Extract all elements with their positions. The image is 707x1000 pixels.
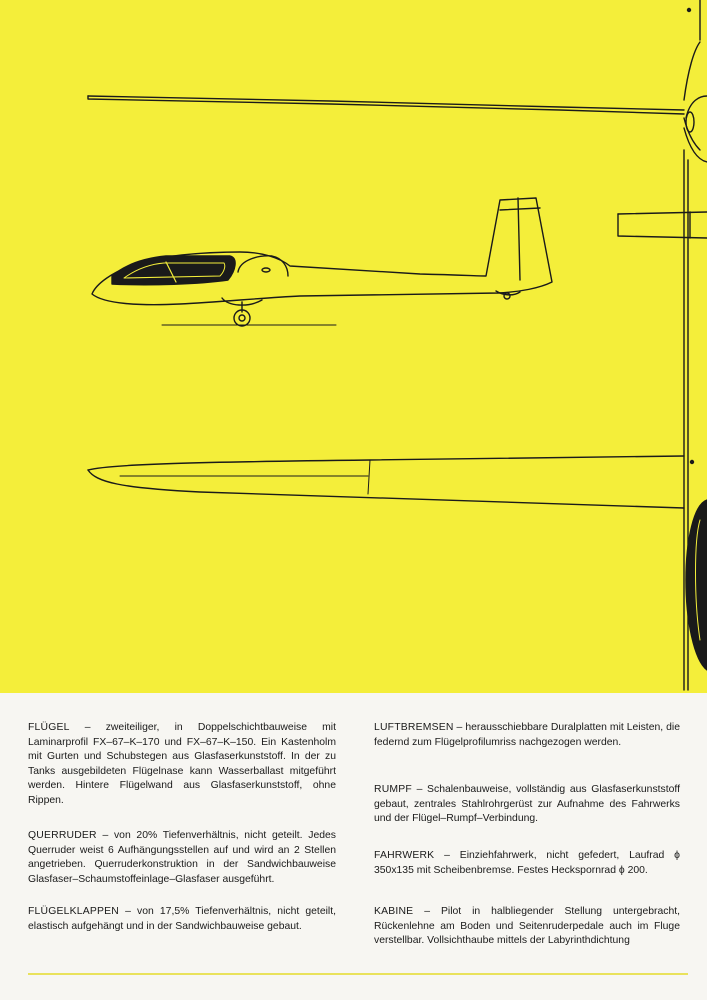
spec-term: QUERRUDER [28, 830, 97, 841]
glider-top-wing-view [88, 0, 707, 162]
spec-fluegel [28, 721, 336, 809]
spec-term: LUFTBREMSEN [374, 722, 454, 733]
spec-text: – zweiteiliger, in Doppelschichtbauweise mit Laminarprofil FX–67–K–170 und FX–67–K–150. Ein Kastenholm mit Gurten und Schubstegen aus Glasfaserkunststoff. In der zu Tanks ausgebildeten Flügelnase kann Wasserballast mitgeführt werden. Hintere Flügelwand aus Glasfaserkunststoff, ohne Rippen. [28, 722, 336, 806]
specification-text [0, 693, 707, 1000]
spec-text: – von 17,5% Tiefenverhältnis, nicht geteilt, elastisch aufgehängt und in der Sandwichbauweise gebaut. [28, 906, 336, 932]
bottom-divider [28, 973, 688, 975]
spec-term: FAHRWERK [374, 850, 435, 861]
spec-text: – Schalenbauweise, vollständig aus Glasfaserkunststoff gebaut, zentrales Stahlrohrgerüst zur Aufnahme des Fahrwerks und der Flügel–Rumpf–Verbindung. [374, 784, 680, 825]
spec-rumpf [374, 783, 680, 827]
glider-side-view [92, 198, 552, 326]
tailplane-planform [618, 212, 707, 238]
glider-wing-planform [88, 9, 707, 691]
spec-fluegelklappen [28, 905, 336, 934]
spec-kabine [374, 905, 680, 949]
spec-luftbremsen [374, 721, 680, 750]
spec-term: KABINE [374, 906, 414, 917]
spec-term: FLÜGEL [28, 722, 70, 733]
spec-text: – herausschiebbare Duralplatten mit Leisten, die federnd zum Flügelprofilumriss nachgezogen werden. [374, 722, 680, 748]
spec-text: – Pilot in halbliegender Stellung untergebracht, Rückenlehne am Boden und Seitenruderpedale auch im Fluge verstellbar. Vollsichthaube mittels der Labyrinthdichtung [374, 906, 680, 947]
spec-term: RUMPF [374, 784, 412, 795]
spec-term: FLÜGELKLAPPEN [28, 906, 119, 917]
spec-text: – Einziehfahrwerk, nicht gefedert, Laufrad ϕ 350x135 mit Scheibenbremse. Festes Heckspornrad ϕ 200. [374, 850, 680, 876]
spec-text: – von 20% Tiefenverhältnis, nicht geteilt. Jedes Querruder weist 6 Aufhängungsstellen auf und wird an 2 Stellen angetrieben. Querruderkonstruktion in der Sandwichbauweise Glasfaser–Schaumstoffeinlage–Glasfaser ausgeführt. [28, 830, 336, 885]
spec-querruder [28, 829, 336, 887]
spec-fahrwerk [374, 849, 680, 878]
